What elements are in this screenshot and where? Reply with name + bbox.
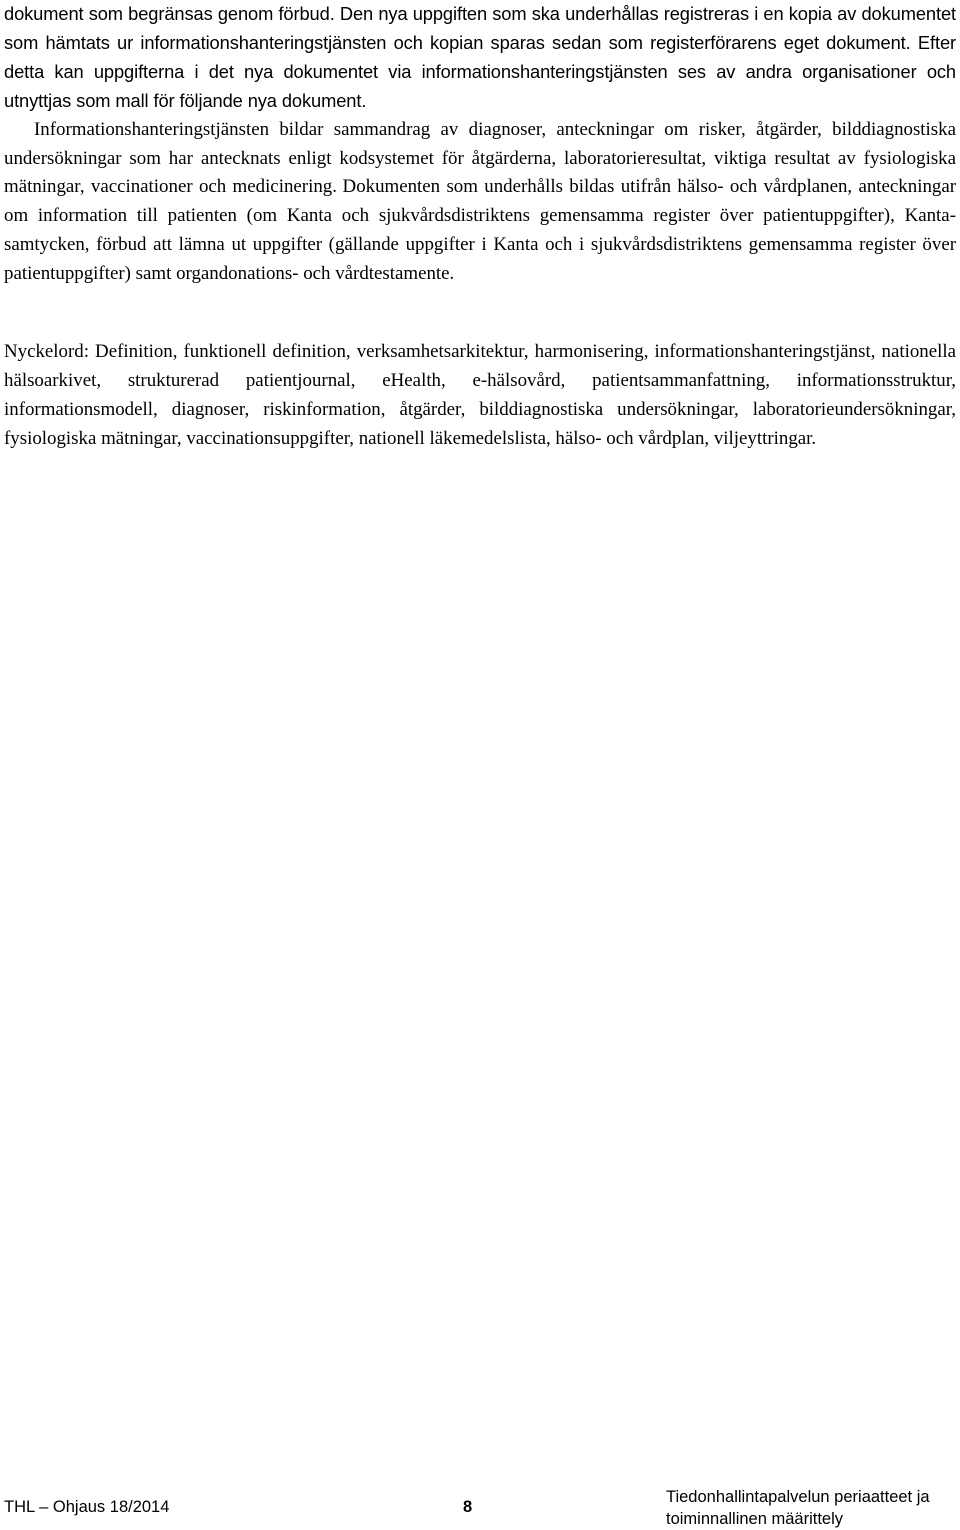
body-part-2: Informationshanteringstjänsten bildar sammandrag av diagnoser, anteckningar om risker, åtgärder, bilddiagnostiska undersökningar som har antecknats enligt kodsystemet för åtgärderna, laboratorieresultat, viktiga resultat av fysiologiska mätningar, vaccinationer och medicinering.: [4, 118, 956, 198]
footer-publication: THL – Ohjaus 18/2014: [4, 1498, 170, 1516]
footer-document-title: [666, 1486, 956, 1530]
abstract-paragraph-2: [4, 116, 956, 289]
body-part-3: Dokumenten som underhålls bildas utifrån hälso- och vårdplanen, anteckningar om information till patienten (om Kanta och sjukvårdsdistriktens gemensamma register över patientuppgifter), Kanta-samtycken, förbud att lämna ut uppgifter (gällande uppgifter i Kanta och i sjukvårdsdistriktens gemensamma register över patientuppgifter) samt organdonations- och vårdtestamente.: [4, 176, 957, 285]
body-part-1: dokument som begränsas genom förbud. Den nya uppgiften som ska underhållas registreras i en kopia av dokumentet som hämtats ur informationshanteringstjänsten och kopian sparas sedan som registerförarens eget dokument. Efter detta kan uppgifterna i det nya dokumentet via informationshanteringstjänsten ses av andra organisationer och utnyttjas som mall för följande nya dokument.: [4, 3, 956, 111]
footer-title-line-1: Tiedonhallintapalvelun periaatteet ja: [666, 1488, 930, 1506]
keywords-text: Nyckelord: Definition, funktionell definition, verksamhetsarkitektur, harmonisering, informationshanteringstjänst, nationella hälsoarkivet, strukturerad patientjournal, eHealth, e-hälsovård, patientsammanfattning, informationsstruktur, informationsmodell, diagnoser, riskinformation, åtgärder, bilddiagnostiska undersökningar, laboratorieundersökningar, fysiologiska mätningar, vaccinationsuppgifter, nationell läkemedelslista, hälso- och vårdplan, viljeyttringar.: [4, 341, 956, 449]
abstract-text: [4, 0, 956, 289]
footer-title-line-2: toiminnallinen määrittely: [666, 1510, 843, 1528]
keywords-section: [4, 338, 956, 454]
page-number: 8: [463, 1498, 473, 1516]
abstract-paragraph: [4, 0, 956, 116]
